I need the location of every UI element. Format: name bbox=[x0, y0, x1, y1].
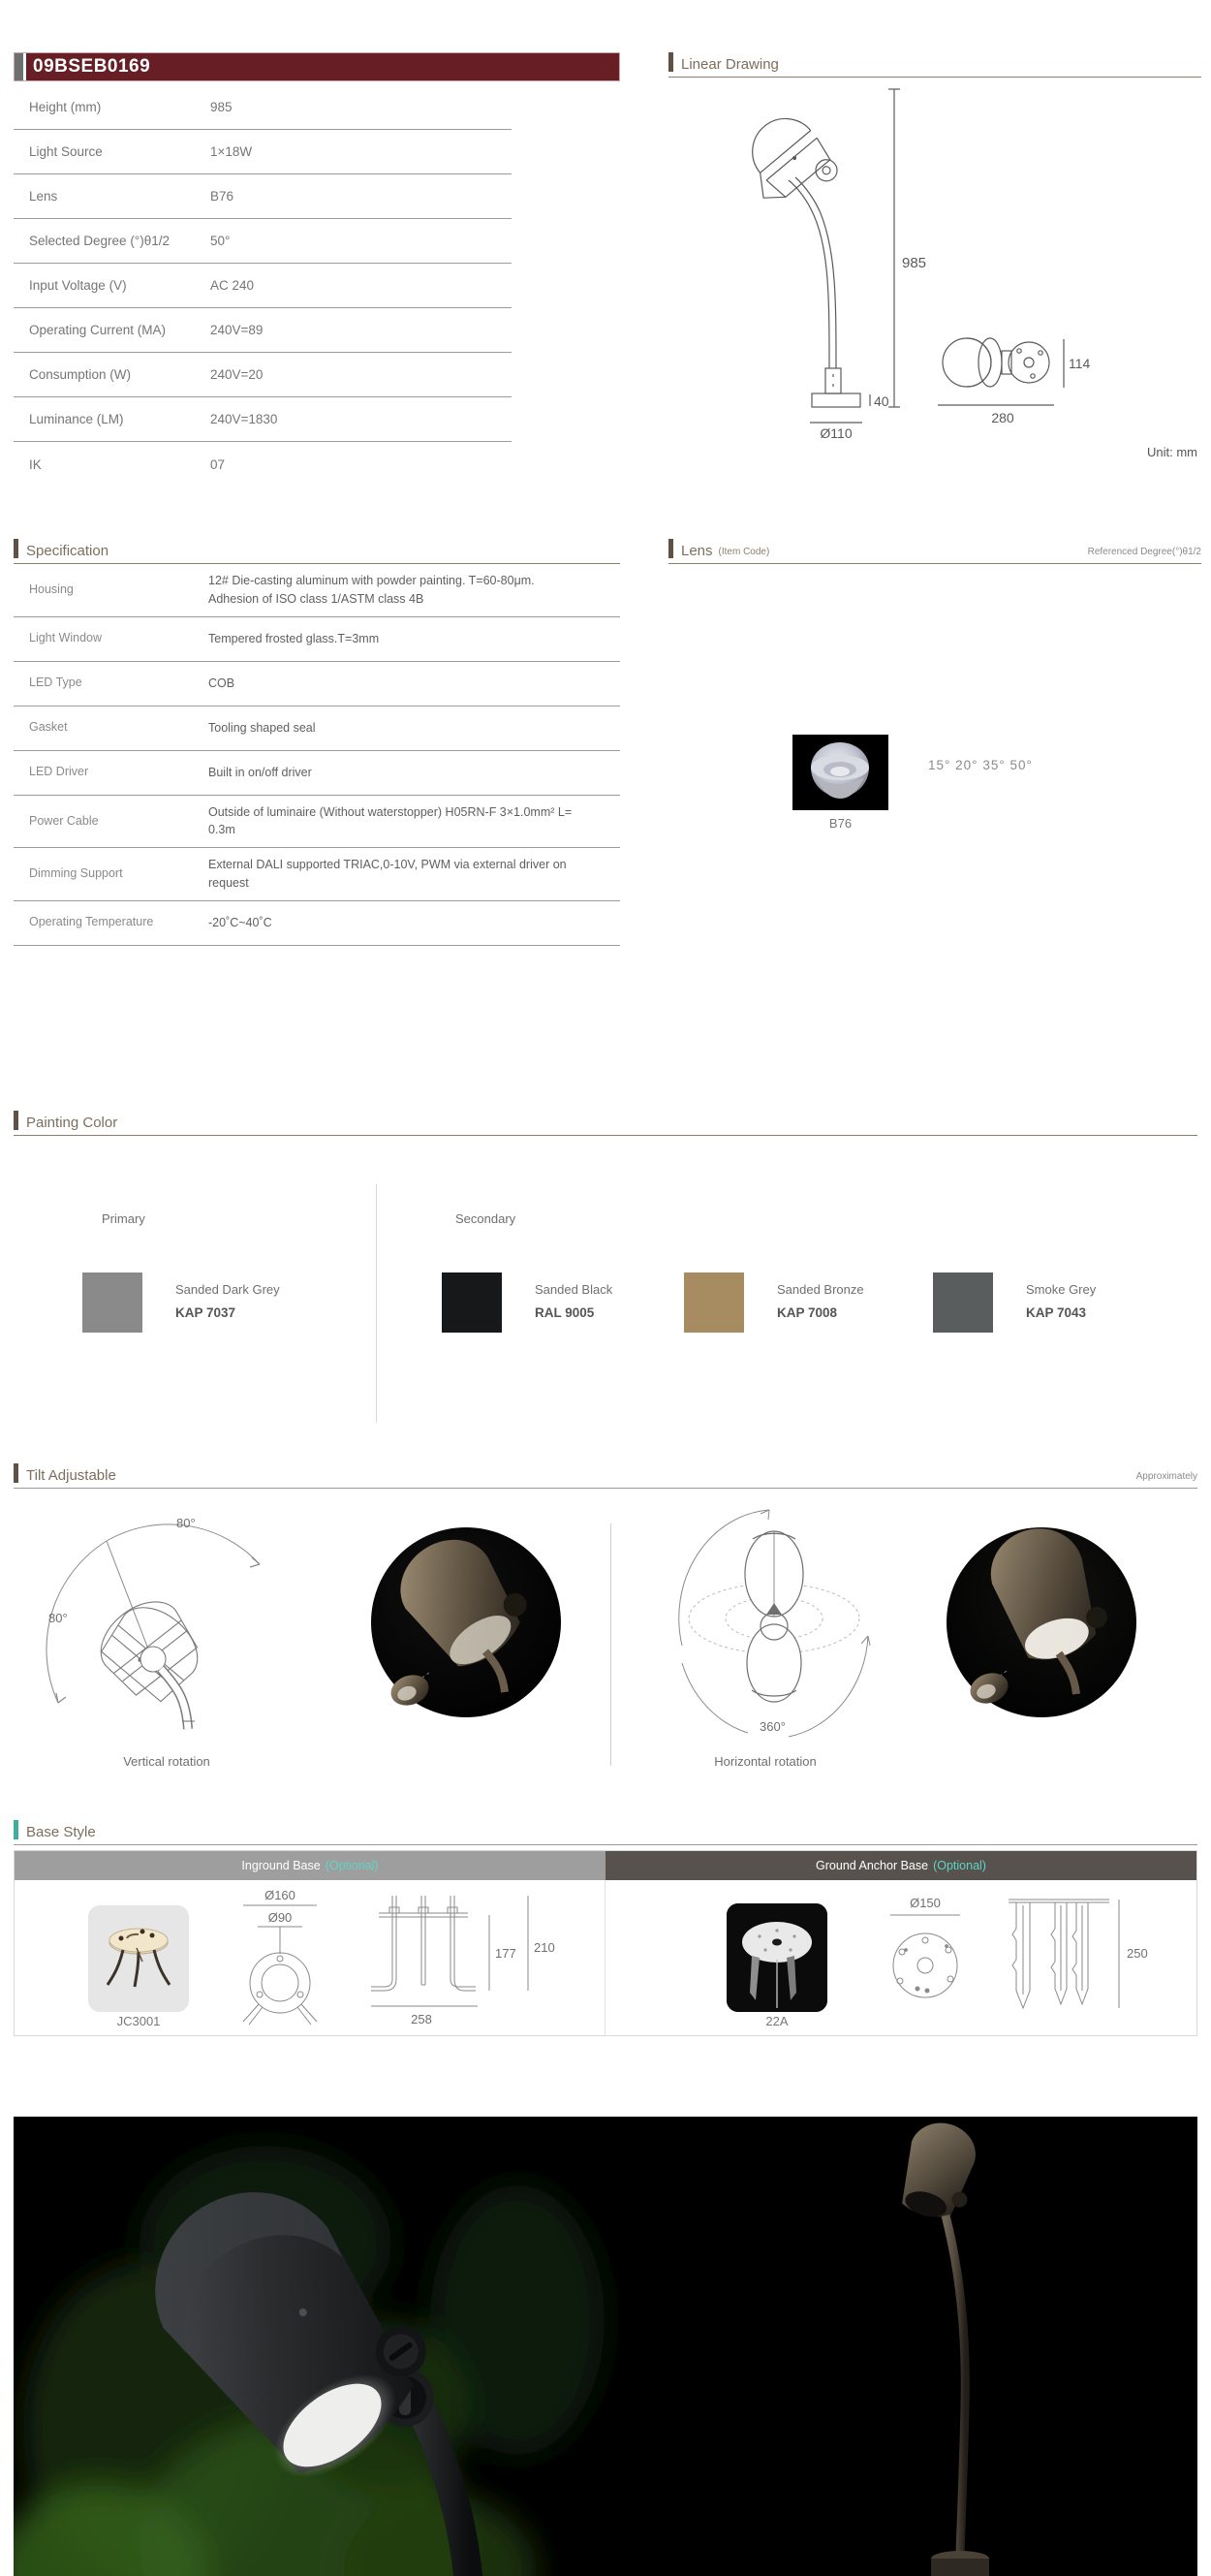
table-row bbox=[14, 308, 512, 353]
column-title: Inground Base bbox=[241, 1859, 321, 1872]
color-name: Smoke Grey bbox=[1026, 1282, 1097, 1297]
table-row bbox=[14, 397, 512, 442]
section-accent-bar bbox=[14, 1463, 18, 1483]
color-swatch-item bbox=[442, 1272, 612, 1333]
row-label: Input Voltage (V) bbox=[29, 278, 127, 293]
table-row bbox=[14, 751, 620, 796]
color-code: KAP 7037 bbox=[175, 1305, 236, 1320]
svg-text:80°: 80° bbox=[48, 1611, 68, 1625]
painting-color-header bbox=[14, 1111, 1197, 1136]
row-label: Height (mm) bbox=[29, 100, 102, 114]
ground-anchor-base-photo bbox=[727, 1903, 827, 2012]
table-row bbox=[14, 901, 620, 946]
svg-text:80°: 80° bbox=[176, 1516, 196, 1530]
inground-base-photo bbox=[88, 1905, 189, 2012]
approximately-note: Approximately bbox=[1135, 1471, 1197, 1482]
optional-tag: (Optional) bbox=[325, 1859, 379, 1872]
divider bbox=[610, 1524, 611, 1766]
row-label: Light Source bbox=[29, 144, 103, 159]
product-panel bbox=[14, 52, 620, 539]
section-accent-bar bbox=[14, 1111, 18, 1130]
row-label: Lens bbox=[29, 189, 58, 204]
row-label: LED Type bbox=[29, 675, 82, 690]
row-label: Operating Temperature bbox=[29, 915, 154, 929]
svg-text:985: 985 bbox=[902, 255, 927, 271]
section-accent-bar bbox=[668, 539, 673, 558]
ground-anchor-code: 22A bbox=[765, 2014, 789, 2028]
lens-panel bbox=[668, 539, 1201, 1111]
divider bbox=[376, 1184, 377, 1423]
row-label: Dimming Support bbox=[29, 866, 123, 880]
inground-base-header bbox=[15, 1851, 606, 1880]
table-row bbox=[14, 264, 512, 308]
section-accent-bar bbox=[14, 539, 18, 558]
base-style-section bbox=[14, 1820, 1197, 2074]
table-row bbox=[14, 662, 620, 707]
base-table-content-row bbox=[15, 1880, 1196, 2035]
table-row bbox=[14, 617, 620, 662]
row-value: B76 bbox=[210, 189, 234, 204]
svg-text:Ø90: Ø90 bbox=[267, 1910, 293, 1925]
product-code: 09BSEB0169 bbox=[33, 56, 151, 77]
swatch-text bbox=[175, 1272, 280, 1333]
ground-anchor-base-cell bbox=[606, 1880, 1196, 2035]
base-style-header bbox=[14, 1820, 1197, 1845]
color-swatch-item bbox=[82, 1272, 280, 1333]
swatch-text bbox=[535, 1272, 612, 1333]
inground-base-side-drawing bbox=[371, 1888, 613, 2031]
color-name: Sanded Black bbox=[535, 1282, 613, 1297]
lens-degrees: 15° 20° 35° 50° bbox=[928, 758, 1033, 772]
row-label: Luminance (LM) bbox=[29, 412, 124, 426]
swatch-text bbox=[777, 1272, 864, 1333]
row-value: AC 240 bbox=[210, 278, 255, 293]
row-value: Outside of luminaire (Without waterstopper) H05RN-F 3×1.0mm² L= 0.3m bbox=[208, 804, 573, 837]
lens-image bbox=[792, 735, 888, 810]
tilt-photo-vertical bbox=[371, 1527, 561, 1717]
svg-text:280: 280 bbox=[991, 410, 1014, 425]
svg-text:177: 177 bbox=[495, 1946, 516, 1961]
lens-body bbox=[668, 564, 1201, 1068]
ground-anchor-top-drawing bbox=[865, 1890, 986, 2031]
svg-text:258: 258 bbox=[411, 2012, 432, 2026]
row-value: 12# Die-casting aluminum with powder painting. T=60-80μm. Adhesion of ISO class 1/ASTM class 4B bbox=[208, 574, 535, 606]
color-name: Sanded Dark Grey bbox=[175, 1282, 280, 1297]
base-style-table bbox=[14, 1850, 1197, 2036]
row-value: Tooling shaped seal bbox=[208, 720, 316, 735]
color-swatch-item bbox=[933, 1272, 1096, 1333]
row-value: Built in on/off driver bbox=[208, 765, 312, 779]
table-row bbox=[14, 564, 620, 617]
primary-label: Primary bbox=[102, 1211, 145, 1226]
row-label: IK bbox=[29, 456, 42, 472]
linear-drawing-figure bbox=[668, 78, 1201, 438]
tilt-photo-horizontal bbox=[947, 1527, 1136, 1717]
svg-text:210: 210 bbox=[534, 1940, 555, 1955]
inground-base-cell bbox=[15, 1880, 606, 2035]
section-title: Base Style bbox=[26, 1824, 96, 1840]
table-row bbox=[14, 442, 512, 487]
tilt-header bbox=[14, 1463, 1197, 1489]
lens-render bbox=[792, 735, 888, 810]
specification-panel bbox=[14, 539, 620, 1111]
svg-text:114: 114 bbox=[1069, 356, 1091, 371]
row-value: 07 bbox=[210, 456, 226, 472]
row-label: Selected Degree (°)θ1/2 bbox=[29, 234, 170, 248]
row-value: Tempered frosted glass.T=3mm bbox=[208, 631, 380, 645]
inground-base-render bbox=[88, 1905, 189, 2012]
color-name: Sanded Bronze bbox=[777, 1282, 864, 1297]
lens-header bbox=[668, 539, 1201, 564]
svg-text:Ø110: Ø110 bbox=[820, 425, 853, 438]
painting-color-section bbox=[14, 1111, 1197, 1463]
product-photo bbox=[14, 2117, 1197, 2576]
color-code: RAL 9005 bbox=[535, 1305, 595, 1320]
row-value: External DALI supported TRIAC,0-10V, PWM via external driver on request bbox=[208, 858, 567, 890]
color-swatch bbox=[82, 1272, 142, 1333]
product-spec-table bbox=[14, 85, 620, 487]
row-value: 1×18W bbox=[210, 144, 253, 159]
product-code-header bbox=[14, 52, 620, 81]
section-title: Specification bbox=[26, 543, 109, 559]
section-title: Tilt Adjustable bbox=[26, 1467, 116, 1484]
row-label: Consumption (W) bbox=[29, 367, 132, 382]
row-label: Operating Current (MA) bbox=[29, 323, 167, 337]
color-swatch bbox=[684, 1272, 744, 1333]
row-value: -20˚C~40˚C bbox=[208, 915, 272, 929]
row-value: 240V=89 bbox=[210, 323, 264, 337]
section-title: Lens bbox=[681, 543, 713, 559]
vertical-rotation-diagram bbox=[43, 1504, 353, 1748]
row-label: LED Driver bbox=[29, 765, 89, 779]
row-label: Light Window bbox=[29, 631, 103, 645]
unit-note: Unit: mm bbox=[1147, 445, 1197, 459]
svg-text:40: 40 bbox=[874, 393, 889, 409]
svg-text:250: 250 bbox=[1127, 1946, 1148, 1961]
section-subtitle: (Item Code) bbox=[718, 547, 770, 557]
table-row bbox=[14, 353, 512, 397]
table-row bbox=[14, 130, 512, 174]
header-accent-tab bbox=[15, 53, 26, 80]
row-value: 985 bbox=[210, 100, 233, 114]
row-2 bbox=[14, 539, 1201, 1111]
ground-anchor-side-drawing bbox=[1001, 1886, 1161, 2031]
specification-header bbox=[14, 539, 620, 564]
row-label: Power Cable bbox=[29, 813, 99, 828]
swatch-text bbox=[1026, 1272, 1096, 1333]
table-row bbox=[14, 796, 620, 849]
row-label: Gasket bbox=[29, 720, 68, 735]
optional-tag: (Optional) bbox=[933, 1859, 986, 1872]
specification-table bbox=[14, 564, 620, 946]
table-row bbox=[14, 707, 620, 751]
vertical-rotation-label: Vertical rotation bbox=[123, 1754, 210, 1769]
row-value: 50° bbox=[210, 234, 231, 248]
table-row bbox=[14, 85, 512, 130]
svg-text:Ø160: Ø160 bbox=[264, 1888, 295, 1902]
section-accent-bar bbox=[14, 1820, 18, 1839]
row-value: COB bbox=[208, 675, 235, 690]
linear-drawing-header bbox=[668, 52, 1201, 78]
ground-anchor-render bbox=[727, 1903, 827, 2012]
base-table-header-row bbox=[15, 1851, 1196, 1880]
section-title: Painting Color bbox=[26, 1115, 118, 1131]
svg-text:Ø150: Ø150 bbox=[910, 1896, 941, 1910]
table-row bbox=[14, 848, 620, 901]
column-title: Ground Anchor Base bbox=[816, 1859, 929, 1872]
section-accent-bar bbox=[668, 52, 673, 72]
horizontal-rotation-label: Horizontal rotation bbox=[714, 1754, 817, 1769]
product-photo-render bbox=[14, 2117, 1197, 2576]
row-value: 240V=20 bbox=[210, 367, 264, 382]
row-label: Housing bbox=[29, 582, 74, 596]
table-row bbox=[14, 174, 512, 219]
top-row bbox=[14, 52, 1197, 539]
section-title: Linear Drawing bbox=[681, 56, 779, 73]
color-swatch bbox=[442, 1272, 502, 1333]
color-swatch bbox=[933, 1272, 993, 1333]
inground-base-code: JC3001 bbox=[116, 2014, 161, 2028]
color-code: KAP 7008 bbox=[777, 1305, 838, 1320]
horizontal-rotation-diagram bbox=[643, 1500, 905, 1748]
row-value: 240V=1830 bbox=[210, 412, 278, 426]
table-row bbox=[14, 219, 512, 264]
secondary-label: Secondary bbox=[455, 1211, 516, 1226]
color-code: KAP 7043 bbox=[1026, 1305, 1087, 1320]
color-swatch-item bbox=[684, 1272, 864, 1333]
referenced-degree-note: Referenced Degree(°)θ1/2 bbox=[1087, 547, 1201, 557]
tilt-adjustable-section bbox=[14, 1463, 1197, 1820]
ground-anchor-base-header bbox=[606, 1851, 1196, 1880]
svg-text:360°: 360° bbox=[760, 1719, 786, 1734]
inground-base-top-drawing bbox=[204, 1884, 355, 2031]
linear-drawing-panel bbox=[668, 52, 1201, 539]
lens-item-code: B76 bbox=[828, 816, 853, 831]
